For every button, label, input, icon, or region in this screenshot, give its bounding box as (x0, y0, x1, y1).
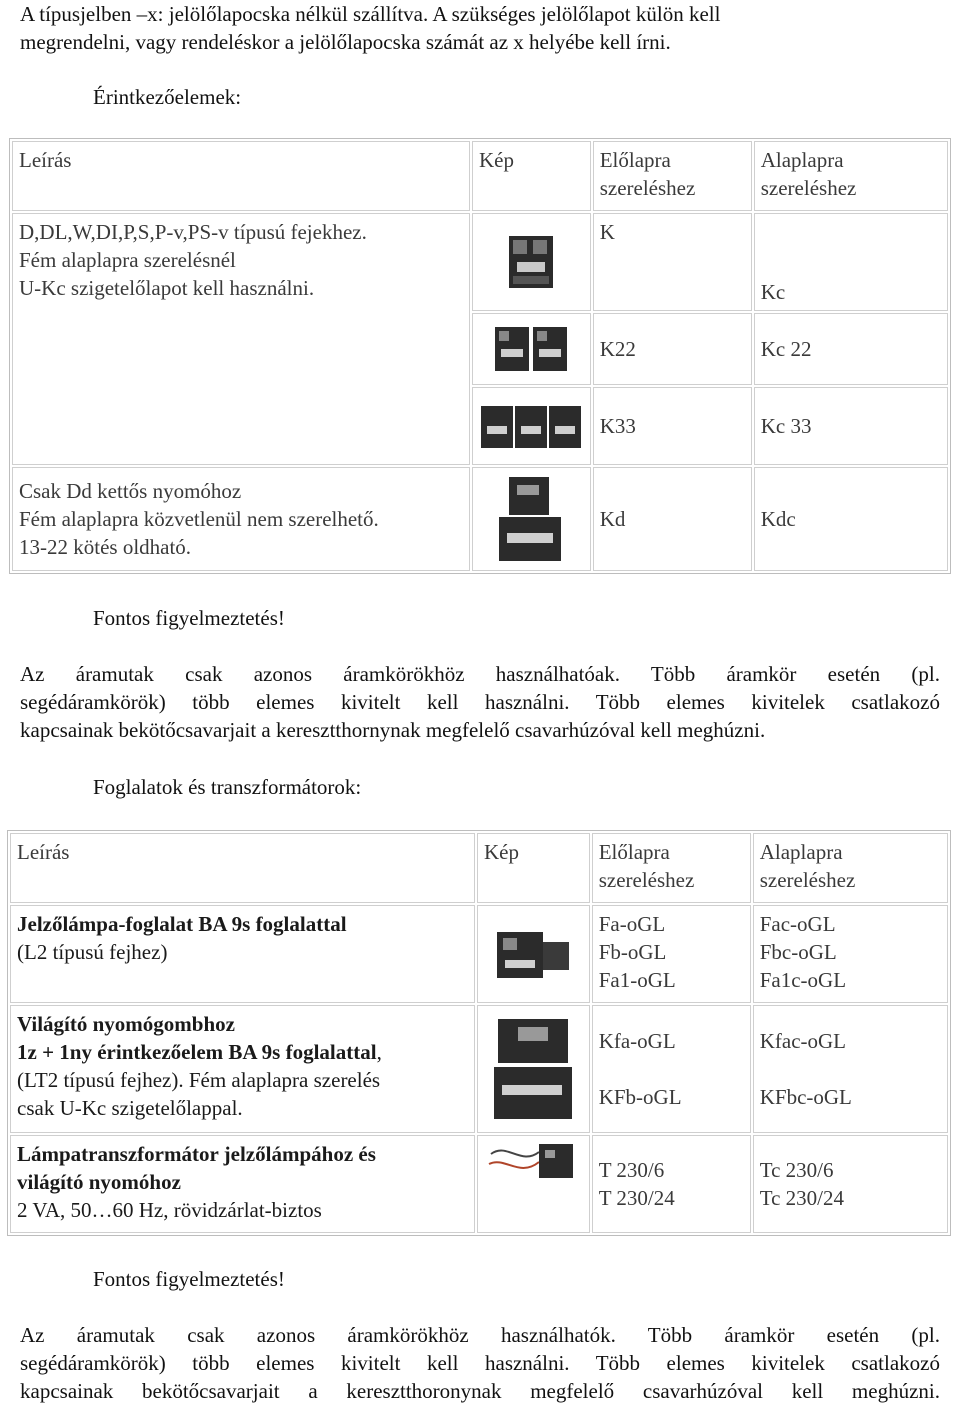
section-title-contacts: Érintkezőelemek: (93, 85, 242, 109)
front-code: Kd (593, 467, 752, 571)
desc-line: csak U-Kc szigetelőlappal. (17, 1096, 243, 1120)
row-desc (12, 213, 470, 465)
base-code: KFbc-oGL (759, 1085, 852, 1109)
base-code: Fac-oGL (759, 912, 836, 936)
intro-line: megrendelni, vagy rendeléskor a jelölőlapocska számát az x helyébe kell írni. (20, 30, 671, 54)
contact-block-kd-image (495, 473, 567, 565)
header-image: Kép (477, 833, 590, 903)
table-header-row (10, 833, 948, 903)
contact-block-k22-image (491, 321, 571, 377)
front-code: Kfa-oGL (598, 1029, 676, 1053)
front-code: K22 (593, 313, 752, 385)
desc-line: (LT2 típusú fejhez). Fém alaplapra szerelés (17, 1068, 381, 1092)
warning-line: segédáramkörök) több elemes kivitelt kell használni. Több elemes kivitelek csatlakozó (20, 1351, 940, 1375)
header-desc: Leírás (10, 833, 475, 903)
table-header-row (12, 141, 948, 211)
desc-line: D,DL,W,DI,P,S,P-v,PS-v típusú fejekhez. (19, 220, 367, 244)
desc-line: Fém alaplapra szerelésnél (19, 248, 236, 272)
desc-comma: , (376, 1040, 382, 1064)
table-row (10, 1135, 948, 1233)
desc-line: U-Kc szigetelőlapot kell használni. (19, 276, 315, 300)
front-codes (592, 1135, 751, 1233)
table-row (10, 1005, 948, 1133)
desc-line: Csak Dd kettős nyomóhoz (19, 479, 242, 503)
base-code: Kc 22 (754, 313, 948, 385)
base-code: Kdc (754, 467, 948, 571)
header-image: Kép (472, 141, 591, 211)
base-code: Kc (754, 213, 948, 311)
warning-line: kapcsainak bekötőcsavarjait a keresztthornynak megfelelő csavarhúzóval kell meghúzni. (20, 718, 766, 742)
front-code: T 230/6 (598, 1158, 665, 1182)
intro-paragraph (20, 0, 940, 56)
base-code: Fa1c-oGL (759, 968, 847, 992)
base-codes (753, 1005, 948, 1133)
desc-bold: Jelzőlámpa-foglalat BA 9s foglalattal (17, 912, 347, 936)
front-codes (592, 1005, 751, 1133)
header-front: Előlapra szereléshez (593, 141, 752, 211)
desc-bold: Világító nyomógombhoz (17, 1012, 235, 1036)
table-row (12, 213, 948, 311)
contacts-table (9, 138, 951, 574)
socket-image (477, 1005, 590, 1133)
front-code: KFb-oGL (598, 1085, 682, 1109)
base-code: Tc 230/24 (759, 1186, 844, 1210)
warning-line: segédáramkörök) több elemes kivitelt kell használni. Több elemes kivitelek csatlakozó (20, 690, 940, 714)
contact-element-image (472, 213, 591, 311)
section-title-sockets: Foglalatok és transzformátorok: (93, 775, 362, 799)
lamp-socket-image (493, 922, 573, 986)
warning-line: kapcsainak bekötőcsavarjait a keresztthoronynak megfelelő csavarhúzóval kell meghúzni. (20, 1379, 940, 1403)
contact-element-image (472, 313, 591, 385)
warning-title: Fontos figyelmeztetés! (93, 606, 285, 630)
row-desc (12, 467, 470, 571)
base-code: Tc 230/6 (759, 1158, 834, 1182)
warning-line: Az áramutak csak azonos áramkörökhöz használhatók. Több áramkör esetén (pl. (20, 1323, 940, 1347)
intro-line: A típusjelben –x: jelölőlapocska nélkül szállítva. A szükséges jelölőlapot külön kell (20, 2, 721, 26)
header-desc: Leírás (12, 141, 470, 211)
illuminated-button-image (488, 1015, 578, 1123)
warning-paragraph (20, 1321, 940, 1405)
desc-line: 2 VA, 50…60 Hz, rövidzárlat-biztos (17, 1198, 322, 1222)
base-codes (753, 1135, 948, 1233)
base-code: Kfac-oGL (759, 1029, 847, 1053)
row-desc (10, 1135, 475, 1233)
header-front: Előlapra szereléshez (592, 833, 751, 903)
desc-line: Fém alaplapra közvetlenül nem szerelhető. (19, 507, 379, 531)
base-codes (753, 905, 948, 1003)
row-desc (10, 1005, 475, 1133)
desc-line: 13-22 kötés oldható. (19, 535, 192, 559)
table-row (10, 905, 948, 1003)
sockets-table (7, 830, 951, 1236)
base-code: Fbc-oGL (759, 940, 837, 964)
front-code: K (593, 213, 752, 311)
contact-block-k33-image (479, 398, 583, 454)
warning-paragraph (20, 660, 940, 744)
desc-bold: 1z + 1ny érintkezőelem BA 9s foglalattal (17, 1040, 377, 1064)
front-code: Fa1-oGL (598, 968, 676, 992)
transformer-image (487, 1138, 579, 1186)
row-desc (10, 905, 475, 1003)
socket-image (477, 1135, 590, 1233)
header-base: Alaplapra szereléshez (754, 141, 948, 211)
front-codes (592, 905, 751, 1003)
front-code: Fb-oGL (598, 940, 667, 964)
warning-title: Fontos figyelmeztetés! (93, 1267, 285, 1291)
front-code: T 230/24 (598, 1186, 675, 1210)
contact-element-image (472, 387, 591, 465)
socket-image (477, 905, 590, 1003)
desc-bold: világító nyomóhoz (17, 1170, 181, 1194)
desc-line: (L2 típusú fejhez) (17, 940, 168, 964)
front-code: Fa-oGL (598, 912, 666, 936)
header-base: Alaplapra szereléshez (753, 833, 948, 903)
warning-line: Az áramutak csak azonos áramkörökhöz használhatóak. Több áramkör esetén (pl. (20, 662, 940, 686)
front-code: K33 (593, 387, 752, 465)
contact-element-image (472, 467, 591, 571)
contact-block-k-image (503, 230, 559, 294)
base-code: Kc 33 (754, 387, 948, 465)
desc-bold: Lámpatranszformátor jelzőlámpához és (17, 1142, 376, 1166)
table-row (12, 467, 948, 571)
